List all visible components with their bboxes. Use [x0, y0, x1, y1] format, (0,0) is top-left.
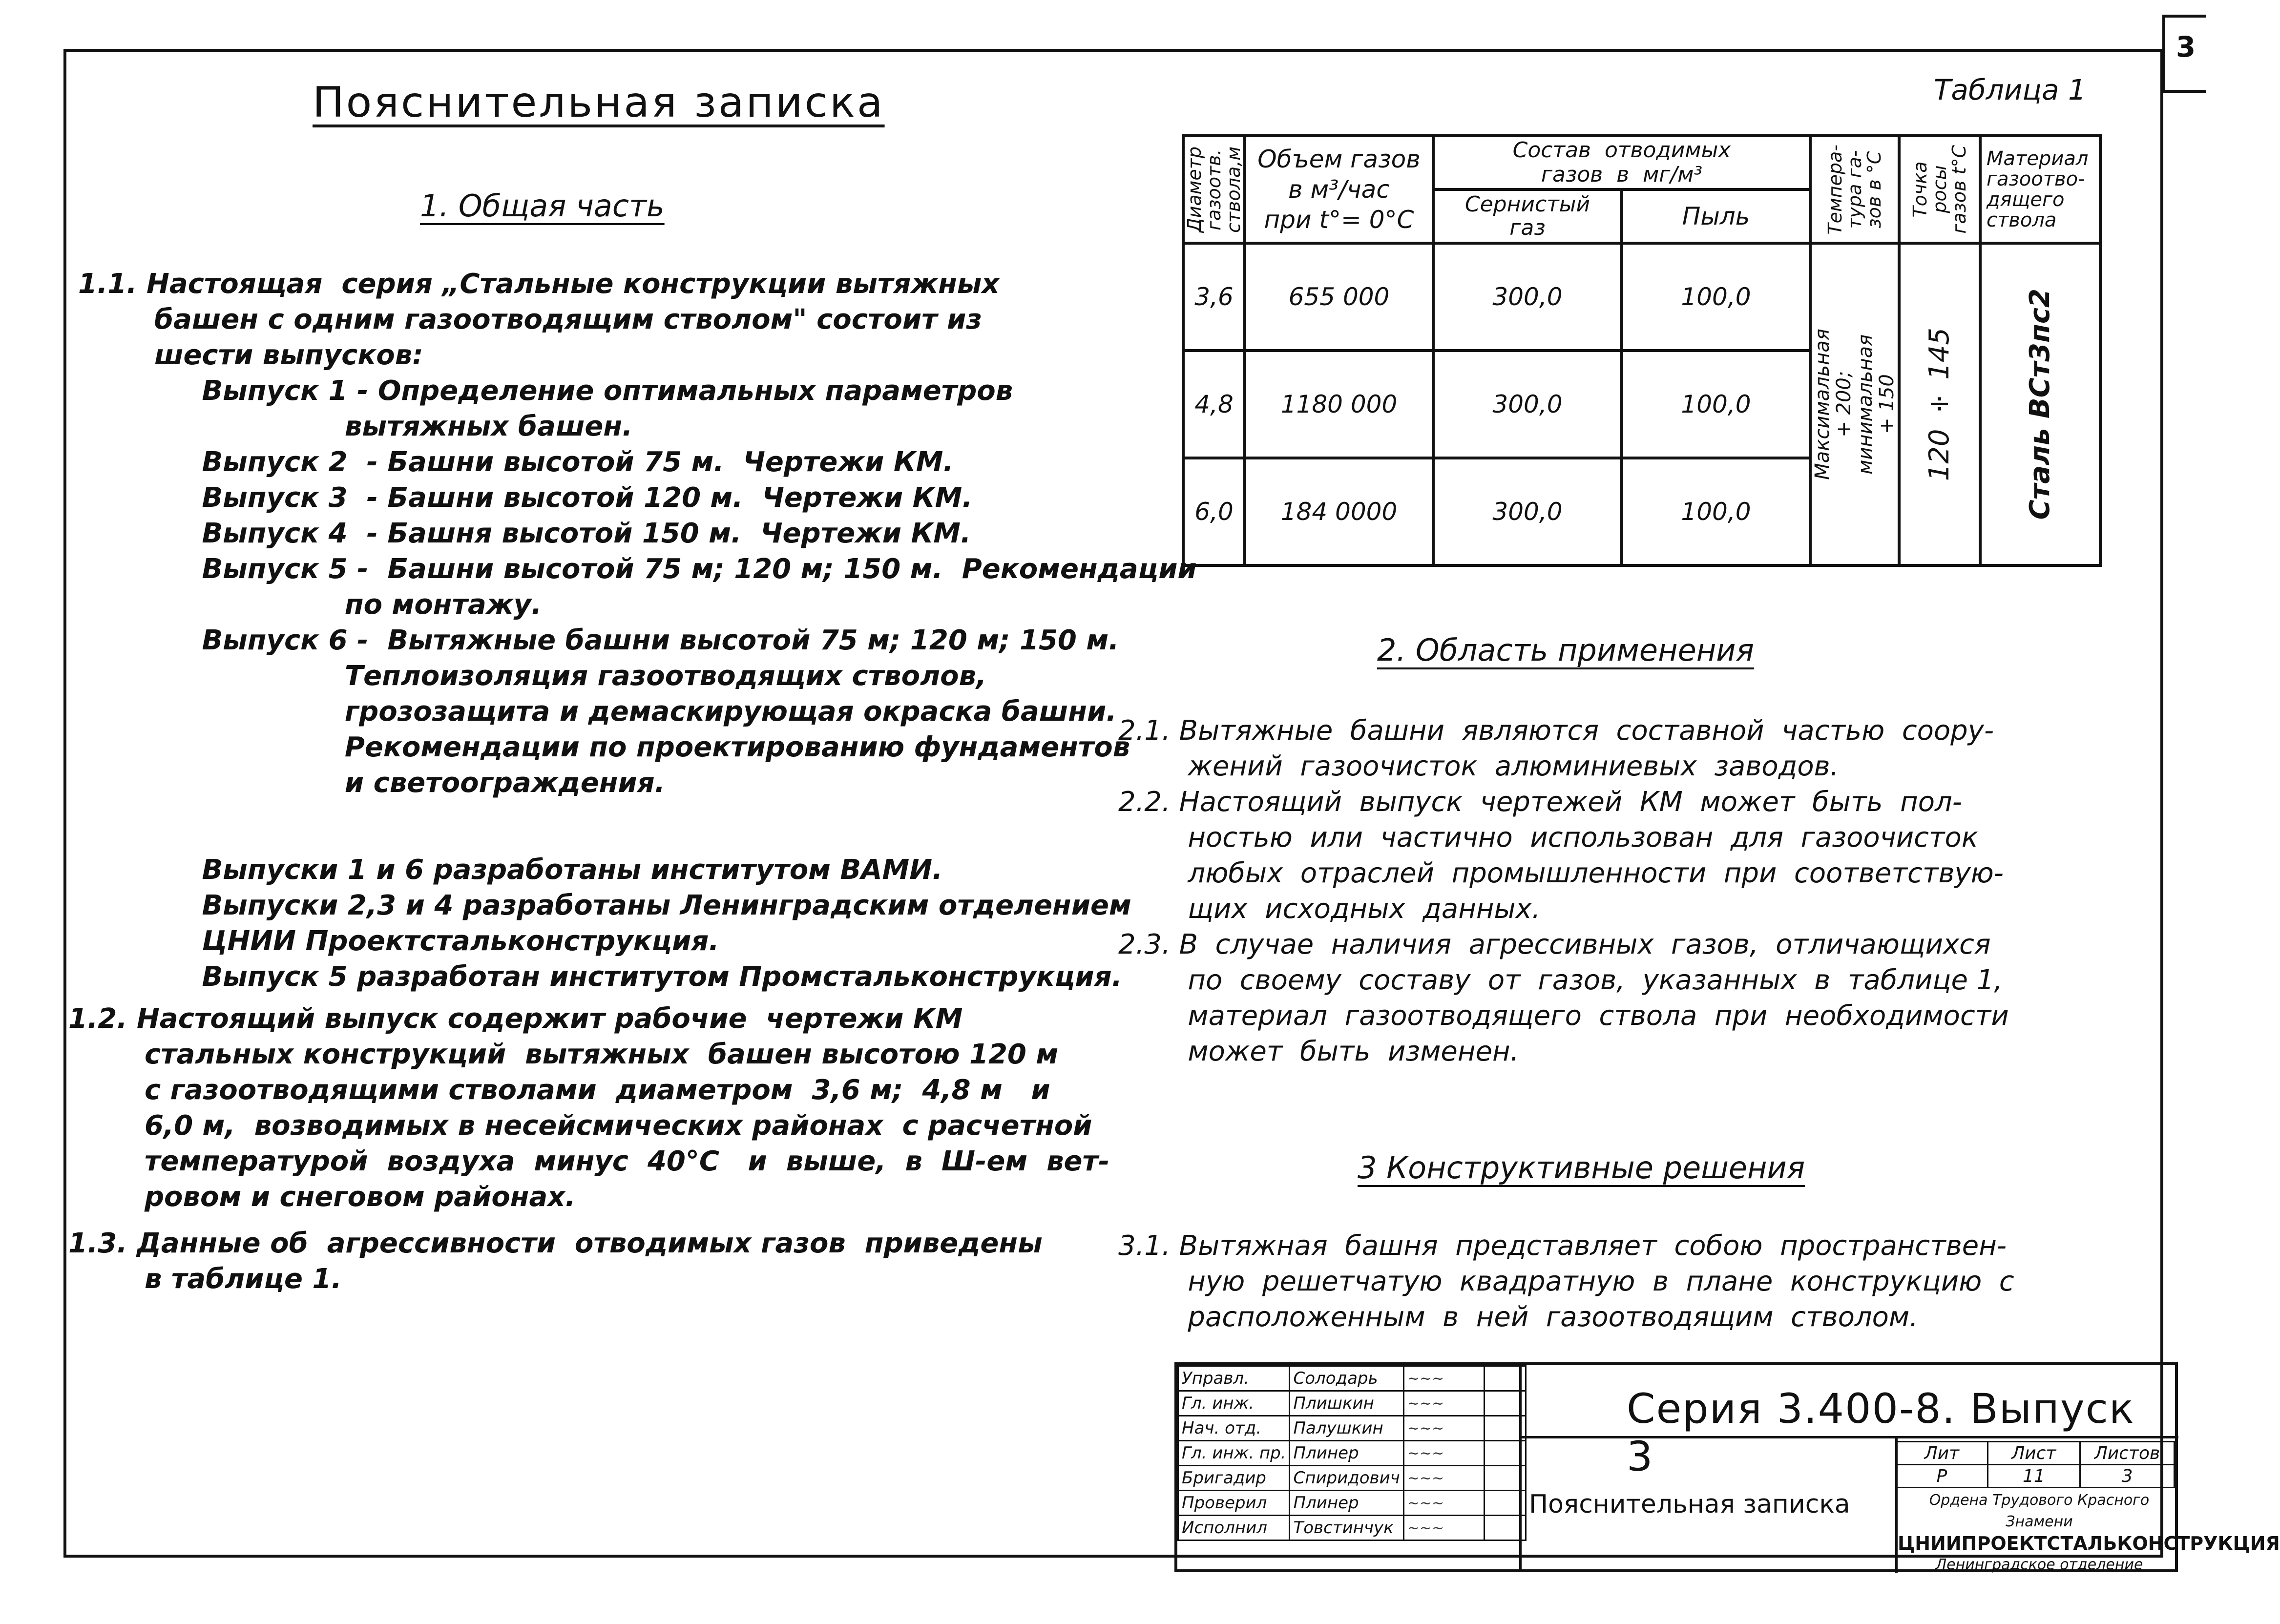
staff-name: Спиридович [1290, 1466, 1403, 1491]
lit-value: Р [1896, 1465, 1988, 1488]
cell-sulfur: 300,0 [1433, 351, 1622, 458]
cell-volume: 1180 000 [1245, 351, 1433, 458]
header-volume: Объем газов в м³/час при t°= 0°С [1245, 136, 1433, 243]
staff-grid [1177, 1365, 1527, 1541]
cell-volume: 655 000 [1245, 243, 1433, 351]
staff-role: Гл. инж. пр. [1178, 1441, 1290, 1466]
sheets-header: Листов [2080, 1442, 2175, 1465]
signature: ~~~ [1403, 1416, 1484, 1441]
staff-name: Плишкин [1290, 1391, 1403, 1416]
cell-dust: 100,0 [1622, 458, 1810, 565]
staff-row [1178, 1466, 1526, 1491]
section1-p3: 1.3. Данные об агрессивности отводимых газов приведены в таблице 1. [68, 1228, 1043, 1295]
table-row [1183, 243, 2100, 351]
staff-row [1178, 1491, 1526, 1516]
section3-heading: 3 Конструктивные решения [1358, 1150, 1805, 1186]
staff-role: Гл. инж. [1178, 1391, 1290, 1416]
section3-text: 3.1. Вытяжная башня представляет собою пространствен- ную решетчатую квадратную в плане конструкцию с расположенным в ней газоотводящим стволом. [1118, 1230, 2014, 1333]
header-material: Материал газоотво- дящего ствола [1980, 136, 2100, 243]
sheet-header: Лист [1987, 1442, 2080, 1465]
cell-sulfur: 300,0 [1433, 243, 1622, 351]
cell-volume: 184 0000 [1245, 458, 1433, 565]
organization [1898, 1490, 2280, 1576]
cell-dust: 100,0 [1622, 243, 1810, 351]
cell-dust: 100,0 [1622, 351, 1810, 458]
section2-heading: 2. Область применения [1377, 632, 1754, 668]
staff-row [1178, 1416, 1526, 1441]
document-name: Пояснительная записка [1529, 1490, 1850, 1519]
staff-row [1178, 1366, 1526, 1391]
staff-row [1178, 1391, 1526, 1416]
staff-role: Проверил [1178, 1491, 1290, 1516]
cell-dewpoint: 120 ÷ 145 [1924, 327, 1955, 481]
staff-name: Плинер [1290, 1441, 1403, 1466]
cell-diameter: 4,8 [1183, 351, 1245, 458]
staff-name: Солодарь [1290, 1366, 1403, 1391]
signature: ~~~ [1403, 1391, 1484, 1416]
signature: ~~~ [1403, 1366, 1484, 1391]
section1-p1: 1.1. Настоящая серия „Стальные конструкции вытяжных башен с одним газоотводящим стволом" состоит из шести выпусков: Выпуск 1 - Определение оптимальных параметров вытяжных башен. Выпуск 2 - Башни высотой 75 м. Чертежи КМ. Выпуск 3 - Башни высотой 120 м. Чертежи КМ. Выпуск 4 - Башня высотой 150 м. Чертежи КМ. Выпуск 5 - Башни высотой 75 м; 120 м; 150 м. Рекомендации по монтажу. Выпуск 6 - Вытяжные башни высотой 75 м; 120 м; 150 м. Теплоизоляция газоотводящих стволов, грозозащита и демаскирующая окраска башни. Рекомендации по проектированию фундаментов и светоограждения. [78, 268, 1197, 799]
org-line2: ЦНИИПРОЕКТСТАЛЬКОНСТРУКЦИЯ [1898, 1533, 2280, 1554]
staff-role: Управл. [1178, 1366, 1290, 1391]
divider [1519, 1365, 1522, 1570]
cell-diameter: 6,0 [1183, 458, 1245, 565]
title-block [1174, 1362, 2280, 1573]
header-diameter: Диаметр газоотв. ствола,м [1184, 146, 1244, 233]
header-dust: Пыль [1622, 189, 1810, 243]
header-composition: Состав отводимых газов в мг/м³ [1433, 136, 1810, 189]
series-title: Серия 3.400-8. Выпуск 3 [1627, 1385, 2135, 1480]
staff-role: Нач. отд. [1178, 1416, 1290, 1441]
lit-header: Лит [1896, 1442, 1988, 1465]
staff-row [1178, 1441, 1526, 1466]
staff-role: Бригадир [1178, 1466, 1290, 1491]
sheet-value: 11 [1987, 1465, 2080, 1488]
signature: ~~~ [1403, 1516, 1484, 1541]
page-number: 3 [2162, 15, 2206, 93]
signature: ~~~ [1403, 1441, 1484, 1466]
section2-text: 2.1. Вытяжные башни являются составной частью соору- жений газоочисток алюминиевых заводов. 2.2. Настоящий выпуск чертежей КМ может быть пол- ностью или частично использован для газоочисток любых отраслей промышленности при соответствую- щих исходных данных. 2.3. В случае наличия агрессивных газов, отличающихся по своему составу от газов, указанных в таблице 1, материал газоотводящего ствола при необходимости может быть изменен. [1118, 715, 2009, 1067]
staff-role: Исполнил [1178, 1516, 1290, 1541]
header-dewpoint: Точка росы газов t°С [1909, 145, 1970, 234]
staff-row [1178, 1516, 1526, 1541]
org-line1: Ордена Трудового Красного Знамени [1929, 1492, 2150, 1530]
sheets-value: 3 [2080, 1465, 2175, 1488]
cell-sulfur: 300,0 [1433, 458, 1622, 565]
gas-table [1182, 134, 2102, 567]
header-temp: Темпера- тура га- зов в °С [1824, 144, 1885, 235]
signature: ~~~ [1403, 1491, 1484, 1516]
page-title: Пояснительная записка [313, 78, 885, 127]
cell-temp: Максимальная + 200; минимальная + 150 [1811, 329, 1898, 480]
section1-credits: Выпуски 1 и 6 разработаны институтом ВАМИ. Выпуски 2,3 и 4 разработаны Ленинградским отделением ЦНИИ Проектстальконструкция. Выпуск 5 разработан институтом Промстальконструкция. [202, 854, 1131, 993]
table-label: Таблица 1 [1934, 73, 2086, 106]
section1-heading: 1. Общая часть [420, 188, 665, 224]
staff-name: Товстинчук [1290, 1516, 1403, 1541]
cell-diameter: 3,6 [1183, 243, 1245, 351]
header-sulfur: Сернистый газ [1433, 189, 1622, 243]
section1-p2: 1.2. Настоящий выпуск содержит рабочие чертежи КМ стальных конструкций вытяжных башен высотою 120 м с газоотводящими стволами диаметром 3,6 м; 4,8 м и 6,0 м, возводимых в несейсмических районах с расчетной температурой воздуха минус 40°С и выше, в Ш-ем вет- ровом и снеговом районах. [68, 1003, 1110, 1213]
cell-material: Сталь ВСт3пс2 [2024, 289, 2056, 520]
staff-name: Плинер [1290, 1491, 1403, 1516]
sheet-info [1895, 1441, 2175, 1488]
staff-name: Палушкин [1290, 1416, 1403, 1441]
signature: ~~~ [1403, 1466, 1484, 1491]
org-line3: Ленинградское отделение [1935, 1556, 2143, 1573]
